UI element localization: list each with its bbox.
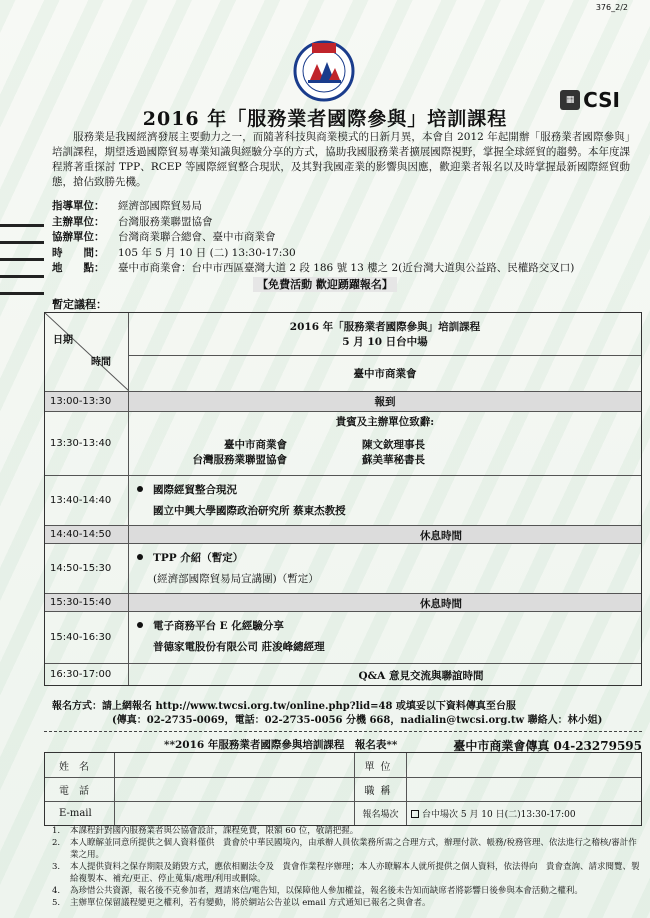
- chamber-logo-icon: [293, 40, 355, 102]
- schedule-row: 13:40-14:40 國際經貿整合現況 國立中興大學國際政治研究所 蔡東杰教授: [45, 475, 641, 525]
- info-row-co-organizer: 協辦單位： 台灣商業聯合總會、臺中市商業會: [52, 231, 276, 243]
- csi-text: CSI: [583, 88, 620, 112]
- intro-paragraph: 服務業是我國經濟發展主要動力之一，而隨著科技與商業模式的日新月異，本會自 2012 年起開辦「服務業者國際參與」培訓課程，期望透過國際貿易專業知識與經驗分享的方式，協助我國服務業者擴展國際視野，掌握全球經貿的趨勢。本年度課程將著重探討 TPP、RCEP 等國際經貿整合現狀，及其對我國產業的影響與因應，歡迎業者報名以及時掌握最新國際經貿動態，搶佔致勝先機。: [52, 131, 630, 188]
- session-label: 報名場次: [355, 802, 407, 825]
- note-item: 2. 本人瞭解並同意所提供之個人資料僅供 貴會於中華民國境內，由承辦人員依業務所需之合理方式，辦理付款、帳務/稅務管理、依法進行之稽核/審計作業之用。: [52, 838, 637, 860]
- info-row-venue: 地 點： 臺中市商業會：台中市西區臺灣大道 2 段 186 號 13 樓之 2(近台灣大道與公益路、民權路交叉口): [52, 262, 575, 274]
- dept-label: 單位: [355, 753, 407, 777]
- header-time-label: 時間: [91, 357, 111, 368]
- schedule-row: 14:40-14:50 休息時間: [45, 525, 641, 543]
- note-item: 3. 本人提供資料之保存期限及銷毀方式，應依相關法令及 貴會作業程序辦理；本人亦瞭解本人就所提供之個人資料，依法得向 貴會查詢、請求閱覽、製給複製本、補充/更正、停止蒐集/處理/利用或刪除。: [52, 862, 640, 884]
- dept-field[interactable]: [407, 753, 641, 777]
- name-field[interactable]: [115, 753, 355, 777]
- position-field[interactable]: [407, 778, 641, 801]
- agenda-label: 暫定議程：: [52, 298, 107, 311]
- note-item: 1. 本課程針對國內服務業者與公協會設計，課程免費，限額 60 位，敬請把握。: [52, 826, 359, 836]
- phone-label: 電話: [45, 778, 115, 801]
- diagonal-divider: [45, 313, 129, 391]
- header-date-label: 日期: [53, 335, 73, 346]
- fax-margin-marks: [0, 224, 44, 309]
- schedule-row: 14:50-15:30 TPP 介紹（暫定） (經濟部國際貿易局宣講團)（暫定）: [45, 543, 641, 593]
- bullet-icon: [137, 554, 143, 560]
- page-title: 2016 年「服務業者國際參與」培訓課程: [142, 108, 508, 130]
- event-info: [52, 199, 574, 277]
- email-label: E-mail: [45, 802, 115, 825]
- form-title: **2016 年服務業者國際參與培訓課程 報名表**: [164, 739, 398, 751]
- checkbox-icon[interactable]: [411, 810, 419, 818]
- form-row: [45, 777, 641, 801]
- bullet-icon: [137, 622, 143, 628]
- info-row-time: 時 間： 105 年 5 月 10 日 (二) 13:30-17:30: [52, 246, 296, 259]
- form-fax: 臺中市商業會傳真 04-23279595: [453, 739, 642, 753]
- header-course-title: 2016 年「服務業者國際參與」培訓課程: [289, 321, 481, 333]
- position-label: 職稱: [355, 778, 407, 801]
- registration-form: [44, 752, 642, 826]
- header-session: 5 月 10 日台中場: [342, 336, 428, 348]
- name-label: 姓名: [45, 753, 115, 777]
- notes-list: [52, 825, 644, 909]
- free-banner: 【免費活動 歡迎踴躍報名】: [0, 276, 650, 292]
- schedule-row: 13:30-13:40 貴賓及主辦單位致辭: 臺中市商業會 陳文欽理事長 台灣服務業聯盟協會 蘇美華秘書長: [45, 411, 641, 475]
- header-venue: 臺中市商業會: [129, 355, 641, 391]
- schedule-row: 13:00-13:30 報到: [45, 391, 641, 411]
- page-number: 376_2/2: [595, 3, 628, 12]
- email-field[interactable]: [115, 802, 355, 825]
- csi-badge-icon: ▦: [560, 90, 580, 110]
- schedule-row: 15:30-15:40 休息時間: [45, 593, 641, 611]
- phone-field[interactable]: [115, 778, 355, 801]
- form-row: [45, 753, 641, 777]
- registration-info: 報名方式：請上網報名 http://www.twcsi.org.tw/online.php?lid=48 或填妥以下資料傳真至台服 (傳真：02-2735-0069，電話：02-2735-0056 分機 668，nadialin@twcsi.org.tw 聯絡人：林小姐): [52, 701, 603, 726]
- bullet-icon: [137, 486, 143, 492]
- cut-line: [44, 731, 642, 732]
- session-option[interactable]: 台中場次 5 月 10 日(二)13:30-17:00: [407, 802, 641, 825]
- form-row: [45, 801, 641, 825]
- schedule-header: [45, 313, 641, 391]
- schedule-row: 15:40-16:30 電子商務平台 E 化經驗分享 普德家電股份有限公司 莊浚峰總經理: [45, 611, 641, 663]
- schedule-row: 16:30-17:00 Q&A 意見交流與聯誼時間: [45, 663, 641, 685]
- info-row-guidance: 指導單位： 經濟部國際貿易局: [52, 200, 202, 212]
- schedule-table: [44, 312, 642, 686]
- note-item: 4. 為珍惜公共資源，報名後不克參加者，週請來信/電告知，以保障他人參加權益，報名後未告知而缺席者將影響日後參與本會活動之權利。: [52, 886, 583, 896]
- note-item: 5. 主辦單位保留議程變更之權利，若有變動，將於網站公告並以 email 方式通知已報名之與會者。: [52, 898, 431, 908]
- info-row-organizer: 主辦單位： 台灣服務業聯盟協會: [52, 215, 213, 228]
